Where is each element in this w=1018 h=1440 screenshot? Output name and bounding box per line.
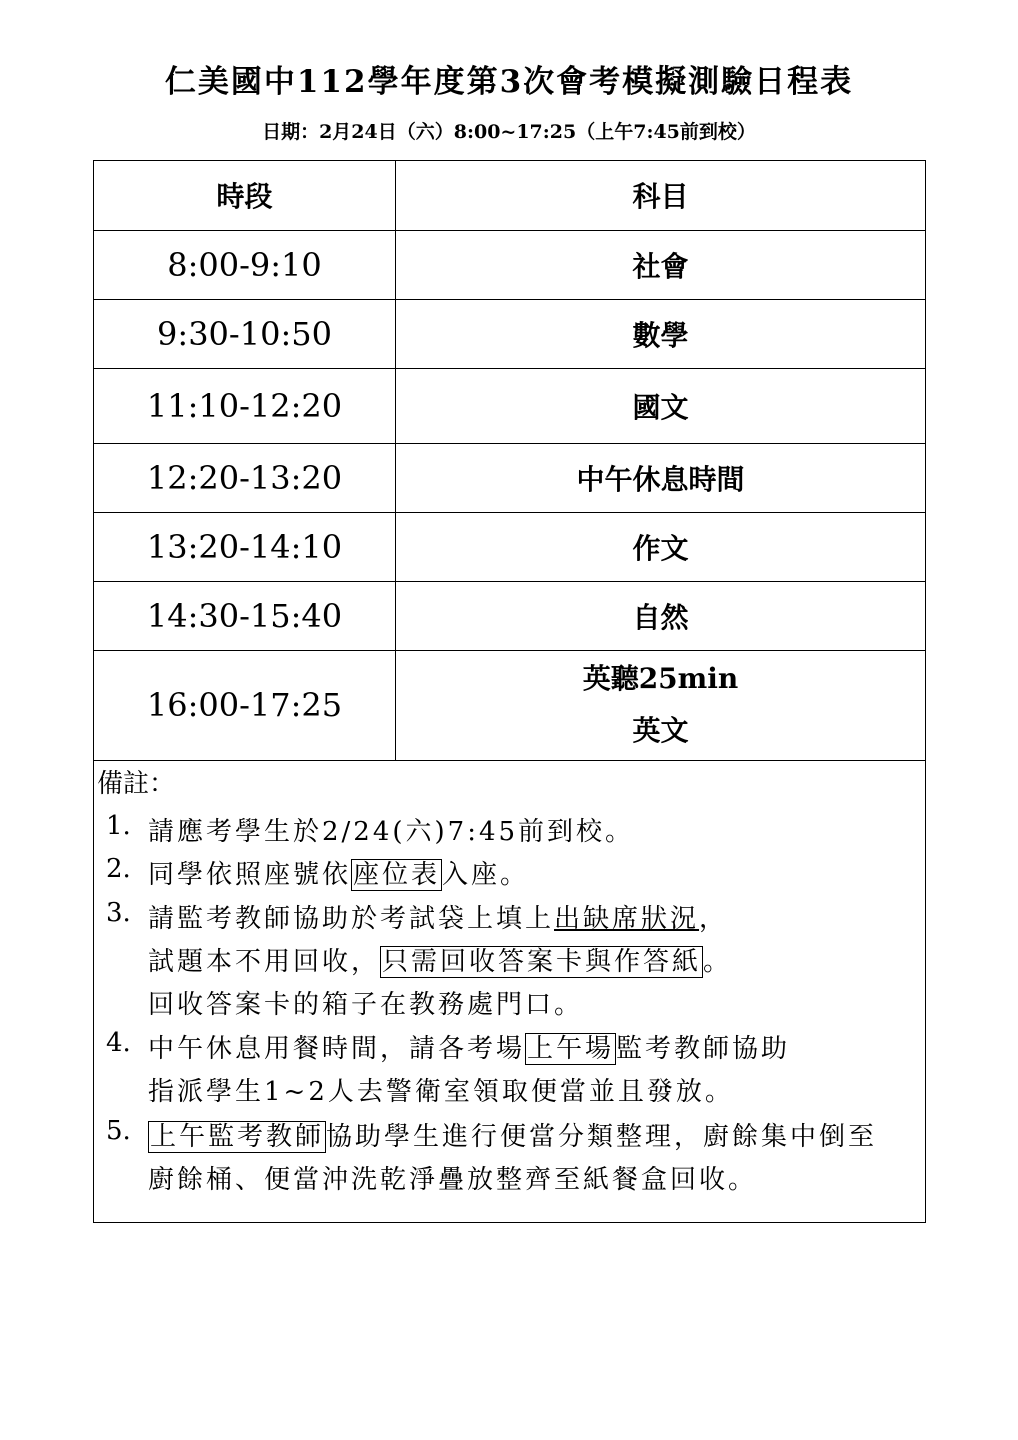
page-title: 仁美國中112學年度第3次會考模擬測驗日程表: [164, 64, 854, 100]
exam-date: 日期：2月24日（六）8:00~17:25（上午7:45前到校）: [262, 121, 756, 143]
boxed-text: 只需回收答案卡與作答紙: [382, 947, 702, 977]
note-number: 4.: [106, 1028, 131, 1058]
note-text-part: 監考教師協助: [616, 1034, 791, 1064]
note-number: 3.: [106, 898, 131, 928]
subject-cell: 自然: [396, 581, 926, 650]
subject-cell: [396, 650, 926, 760]
note-text-part: 同學依照座號依: [148, 860, 352, 890]
note-text-part: 試題本不用回收，: [148, 947, 381, 977]
table-row: [94, 299, 925, 368]
note-text-part: 請監考教師協助於考試袋上填上: [148, 904, 555, 934]
note-text-part: 入座。: [442, 860, 530, 890]
subject-cell: 作文: [396, 512, 926, 581]
header-time: 時段: [94, 161, 396, 230]
note-text: 回收答案卡的箱子在教務處門口。: [148, 990, 584, 1020]
note-text-part: 。: [703, 947, 733, 977]
note-text: [148, 1028, 790, 1065]
time-cell: 8:00-9:10: [94, 230, 396, 299]
note-text: 指派學生1~2人去警衛室領取便當並且發放。: [148, 1077, 734, 1107]
time-cell: 9:30-10:50: [94, 299, 396, 368]
subject-cell: 數學: [396, 299, 926, 368]
header-subject: 科目: [396, 161, 926, 230]
table-row: [94, 368, 925, 443]
note-text: [148, 854, 529, 891]
time-cell: 13:20-14:10: [94, 512, 396, 581]
note-text: [148, 898, 728, 935]
note-number: 1.: [106, 811, 131, 841]
boxed-text: 座位表: [353, 860, 441, 890]
notes-title: 備註：: [97, 769, 176, 799]
note-number: 2.: [106, 854, 131, 884]
subject-line: 英聽25min: [582, 662, 739, 695]
table-row: [94, 230, 925, 299]
time-cell: 14:30-15:40: [94, 581, 396, 650]
table-header-row: [94, 161, 925, 230]
underlined-text: 出缺席狀況: [554, 904, 700, 934]
note-text: [148, 1116, 877, 1153]
time-cell: 16:00-17:25: [94, 650, 396, 760]
note-number: 5.: [106, 1116, 131, 1146]
subject-cell: 社會: [396, 230, 926, 299]
time-cell: 11:10-12:20: [94, 368, 396, 443]
note-text: [148, 941, 732, 978]
schedule-table: [94, 161, 925, 761]
boxed-text: 上午監考教師: [150, 1122, 325, 1152]
subject-cell: 國文: [396, 368, 926, 443]
note-text: 請應考學生於2/24(六)7:45前到校。: [148, 817, 635, 847]
table-row: [94, 512, 925, 581]
subject-line: 英文: [632, 714, 689, 747]
note-text-part: 中午休息用餐時間，請各考場: [148, 1034, 526, 1064]
table-row: [94, 443, 925, 512]
subject-cell: 中午休息時間: [396, 443, 926, 512]
boxed-text: 上午場: [527, 1034, 615, 1064]
time-cell: 12:20-13:20: [94, 443, 396, 512]
note-text-part: ，: [699, 904, 729, 934]
note-text: 廚餘桶、便當沖洗乾淨疊放整齊至紙餐盒回收。: [148, 1165, 758, 1195]
schedule-sheet: [93, 160, 926, 1223]
table-row: [94, 581, 925, 650]
note-text-part: 協助學生進行便當分類整理，廚餘集中倒至: [326, 1122, 878, 1152]
table-row: [94, 650, 925, 760]
